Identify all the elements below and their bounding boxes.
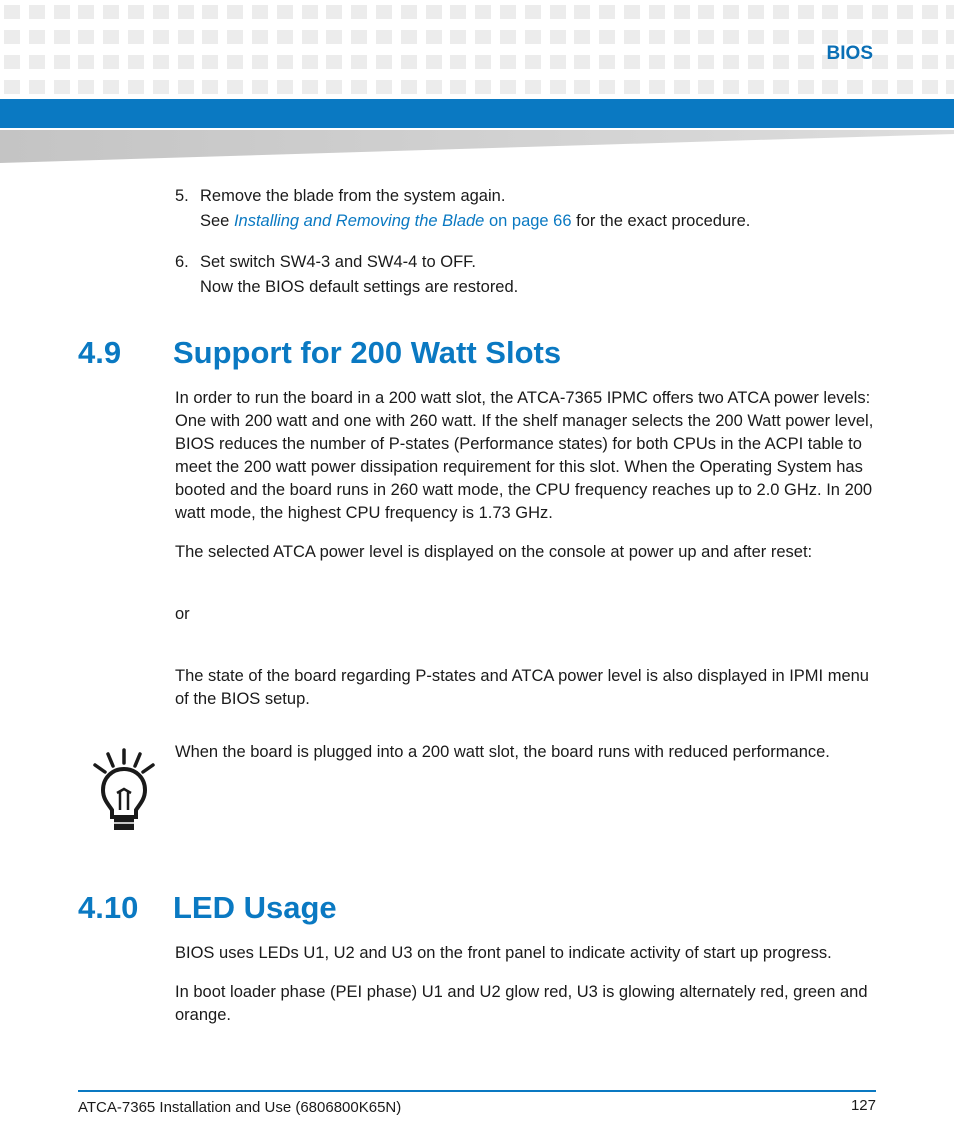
paragraph: The state of the board regarding P-states and ATCA power level is also displayed in IPMI menu of the BIOS setup. — [175, 667, 869, 708]
pattern-square — [302, 80, 318, 94]
pattern-square — [103, 55, 119, 69]
pattern-square — [302, 55, 318, 69]
section-number: 4.10 — [78, 890, 139, 925]
pattern-square — [822, 5, 838, 19]
pattern-square — [202, 30, 218, 44]
pattern-square — [723, 55, 739, 69]
pattern-square — [872, 30, 888, 44]
pattern-square — [78, 5, 94, 19]
paragraph: In boot loader phase (PEI phase) U1 and U2 glow red, U3 is glowing alternately red, green and orange. — [175, 983, 868, 1024]
pattern-square — [128, 55, 144, 69]
pattern-square — [178, 30, 194, 44]
pattern-square — [723, 5, 739, 19]
pattern-square — [326, 5, 342, 19]
pattern-square — [54, 55, 70, 69]
footer-document-title: ATCA-7365 Installation and Use (6806800K65N) — [78, 1099, 402, 1116]
pattern-square — [922, 5, 938, 19]
pattern-square — [450, 30, 466, 44]
pattern-square — [649, 30, 665, 44]
step-result: Now the BIOS default settings are restored. — [200, 278, 519, 296]
section-title: Support for 200 Watt Slots — [173, 335, 562, 370]
pattern-square — [178, 55, 194, 69]
pattern-square — [773, 30, 789, 44]
pattern-square — [103, 80, 119, 94]
pattern-square — [847, 5, 863, 19]
pattern-square — [500, 55, 516, 69]
pattern-square — [574, 5, 590, 19]
pattern-square — [624, 5, 640, 19]
pattern-square — [550, 80, 566, 94]
pattern-square — [277, 5, 293, 19]
pattern-square — [748, 80, 764, 94]
pattern-square — [153, 55, 169, 69]
section-title: LED Usage — [173, 890, 337, 925]
pattern-square — [922, 30, 938, 44]
page-reference-link[interactable]: on page 66 — [484, 212, 572, 230]
paragraph: BIOS uses LEDs U1, U2 and U3 on the front panel to indicate activity of start up progress. — [175, 944, 832, 962]
pattern-square — [674, 55, 690, 69]
pattern-square — [351, 80, 367, 94]
pattern-square — [946, 5, 954, 19]
pattern-square — [128, 80, 144, 94]
pattern-square — [302, 30, 318, 44]
pattern-square — [202, 80, 218, 94]
pattern-square — [351, 5, 367, 19]
pattern-square — [674, 30, 690, 44]
pattern-square — [450, 80, 466, 94]
pattern-square — [550, 5, 566, 19]
pattern-square — [723, 30, 739, 44]
pattern-square — [4, 5, 20, 19]
pattern-square — [798, 5, 814, 19]
pattern-square — [450, 5, 466, 19]
pattern-square — [698, 55, 714, 69]
pattern-square — [922, 55, 938, 69]
pattern-square — [326, 80, 342, 94]
pattern-square — [202, 55, 218, 69]
pattern-square — [252, 80, 268, 94]
pattern-square — [426, 55, 442, 69]
pattern-square — [946, 80, 954, 94]
pattern-square — [946, 55, 954, 69]
pattern-square — [649, 80, 665, 94]
pattern-square — [574, 55, 590, 69]
pattern-square — [376, 5, 392, 19]
pattern-square — [153, 5, 169, 19]
pattern-square — [376, 30, 392, 44]
cross-reference-link[interactable]: Installing and Removing the Blade — [233, 212, 485, 230]
pattern-square — [599, 55, 615, 69]
pattern-square — [649, 5, 665, 19]
pattern-square — [674, 5, 690, 19]
pattern-square — [128, 5, 144, 19]
header-grey-wedge — [0, 130, 954, 165]
pattern-square — [773, 55, 789, 69]
pattern-square — [723, 80, 739, 94]
pattern-square — [847, 30, 863, 44]
pattern-square — [550, 30, 566, 44]
pattern-square — [252, 5, 268, 19]
pattern-square — [202, 5, 218, 19]
pattern-square — [78, 80, 94, 94]
pattern-square — [54, 5, 70, 19]
pattern-square — [227, 80, 243, 94]
pattern-square — [798, 80, 814, 94]
pattern-square — [599, 30, 615, 44]
pattern-square — [252, 55, 268, 69]
pattern-square — [872, 5, 888, 19]
pattern-square — [500, 5, 516, 19]
pattern-square — [748, 55, 764, 69]
pattern-square — [351, 30, 367, 44]
pattern-square — [128, 30, 144, 44]
pattern-square — [748, 30, 764, 44]
pattern-square — [897, 5, 913, 19]
pattern-square — [525, 80, 541, 94]
pattern-square — [450, 55, 466, 69]
pattern-square — [78, 30, 94, 44]
pattern-square — [103, 30, 119, 44]
pattern-square — [649, 55, 665, 69]
pattern-square — [351, 55, 367, 69]
pattern-square — [277, 80, 293, 94]
pattern-square — [227, 55, 243, 69]
pattern-square — [897, 30, 913, 44]
pattern-square — [822, 30, 838, 44]
section-number: 4.9 — [78, 335, 122, 370]
pattern-square — [252, 30, 268, 44]
pattern-square — [698, 30, 714, 44]
paragraph: The selected ATCA power level is displayed on the console at power up and after reset: — [175, 543, 813, 561]
pattern-square — [78, 55, 94, 69]
header-pattern — [0, 0, 954, 96]
pattern-square — [277, 30, 293, 44]
paragraph: In order to run the board in a 200 watt slot, the ATCA-7365 IPMC offers two ATCA power levels: One with 200 watt and one with 260 watt. If the shelf manager selects the 200 Watt power level, BIOS reduces the number of P-states (Performance states) for both CPUs in the ACPI table to meet the 200 watt power dissipation requirement for this slot. When the Operating System has booted and the board runs in 260 watt mode, the CPU frequency reaches up to 2.0 GHz. In 200 watt mode, the highest CPU frequency is 1.73 GHz. — [175, 389, 874, 522]
pattern-square — [326, 55, 342, 69]
pattern-square — [401, 80, 417, 94]
pattern-square — [897, 80, 913, 94]
pattern-square — [475, 80, 491, 94]
pattern-square — [4, 80, 20, 94]
pattern-square — [500, 80, 516, 94]
pattern-square — [748, 5, 764, 19]
pattern-square — [822, 80, 838, 94]
pattern-square — [599, 80, 615, 94]
lightbulb-icon — [92, 748, 156, 834]
pattern-square — [54, 80, 70, 94]
pattern-square — [426, 80, 442, 94]
pattern-square — [4, 55, 20, 69]
pattern-square — [674, 80, 690, 94]
pattern-square — [525, 55, 541, 69]
pattern-square — [103, 5, 119, 19]
header-section-title: BIOS — [826, 43, 873, 64]
pattern-square — [773, 80, 789, 94]
pattern-square — [227, 30, 243, 44]
pattern-square — [376, 80, 392, 94]
pattern-square — [624, 80, 640, 94]
pattern-square — [698, 80, 714, 94]
pattern-square — [599, 5, 615, 19]
pattern-square — [401, 55, 417, 69]
step-number: 5. — [175, 187, 189, 205]
pattern-square — [550, 55, 566, 69]
pattern-square — [178, 5, 194, 19]
pattern-square — [475, 30, 491, 44]
header-blue-band — [0, 99, 954, 128]
step-text: Remove the blade from the system again. — [200, 187, 506, 205]
pattern-square — [798, 30, 814, 44]
step-text: Set switch SW4-3 and SW4-4 to OFF. — [200, 253, 477, 271]
pattern-square — [847, 80, 863, 94]
step-number: 6. — [175, 253, 189, 271]
pattern-square — [178, 80, 194, 94]
pattern-square — [872, 55, 888, 69]
step-reference: See Installing and Removing the Blade on page 66 for the exact procedure. — [200, 212, 751, 230]
pattern-square — [773, 5, 789, 19]
pattern-square — [401, 30, 417, 44]
pattern-square — [946, 30, 954, 44]
pattern-square — [277, 55, 293, 69]
pattern-square — [29, 80, 45, 94]
footer-rule — [78, 1090, 876, 1092]
pattern-square — [29, 55, 45, 69]
pattern-square — [922, 80, 938, 94]
pattern-square — [401, 5, 417, 19]
pattern-square — [376, 55, 392, 69]
pattern-square — [326, 30, 342, 44]
note-text: When the board is plugged into a 200 watt slot, the board runs with reduced performance. — [175, 743, 830, 761]
pattern-square — [302, 5, 318, 19]
pattern-square — [4, 30, 20, 44]
pattern-square — [624, 30, 640, 44]
pattern-square — [872, 80, 888, 94]
pattern-square — [29, 30, 45, 44]
pattern-square — [574, 30, 590, 44]
pattern-square — [153, 30, 169, 44]
pattern-square — [426, 30, 442, 44]
pattern-square — [153, 80, 169, 94]
pattern-square — [798, 55, 814, 69]
pattern-square — [54, 30, 70, 44]
pattern-square — [475, 55, 491, 69]
pattern-square — [227, 5, 243, 19]
pattern-square — [698, 5, 714, 19]
pattern-square — [29, 5, 45, 19]
pattern-square — [500, 30, 516, 44]
page-number: 127 — [850, 1097, 876, 1114]
pattern-square — [525, 30, 541, 44]
pattern-square — [624, 55, 640, 69]
pattern-square — [525, 5, 541, 19]
paragraph-or: or — [175, 605, 190, 623]
pattern-square — [897, 55, 913, 69]
pattern-square — [574, 80, 590, 94]
pattern-square — [426, 5, 442, 19]
pattern-square — [475, 5, 491, 19]
